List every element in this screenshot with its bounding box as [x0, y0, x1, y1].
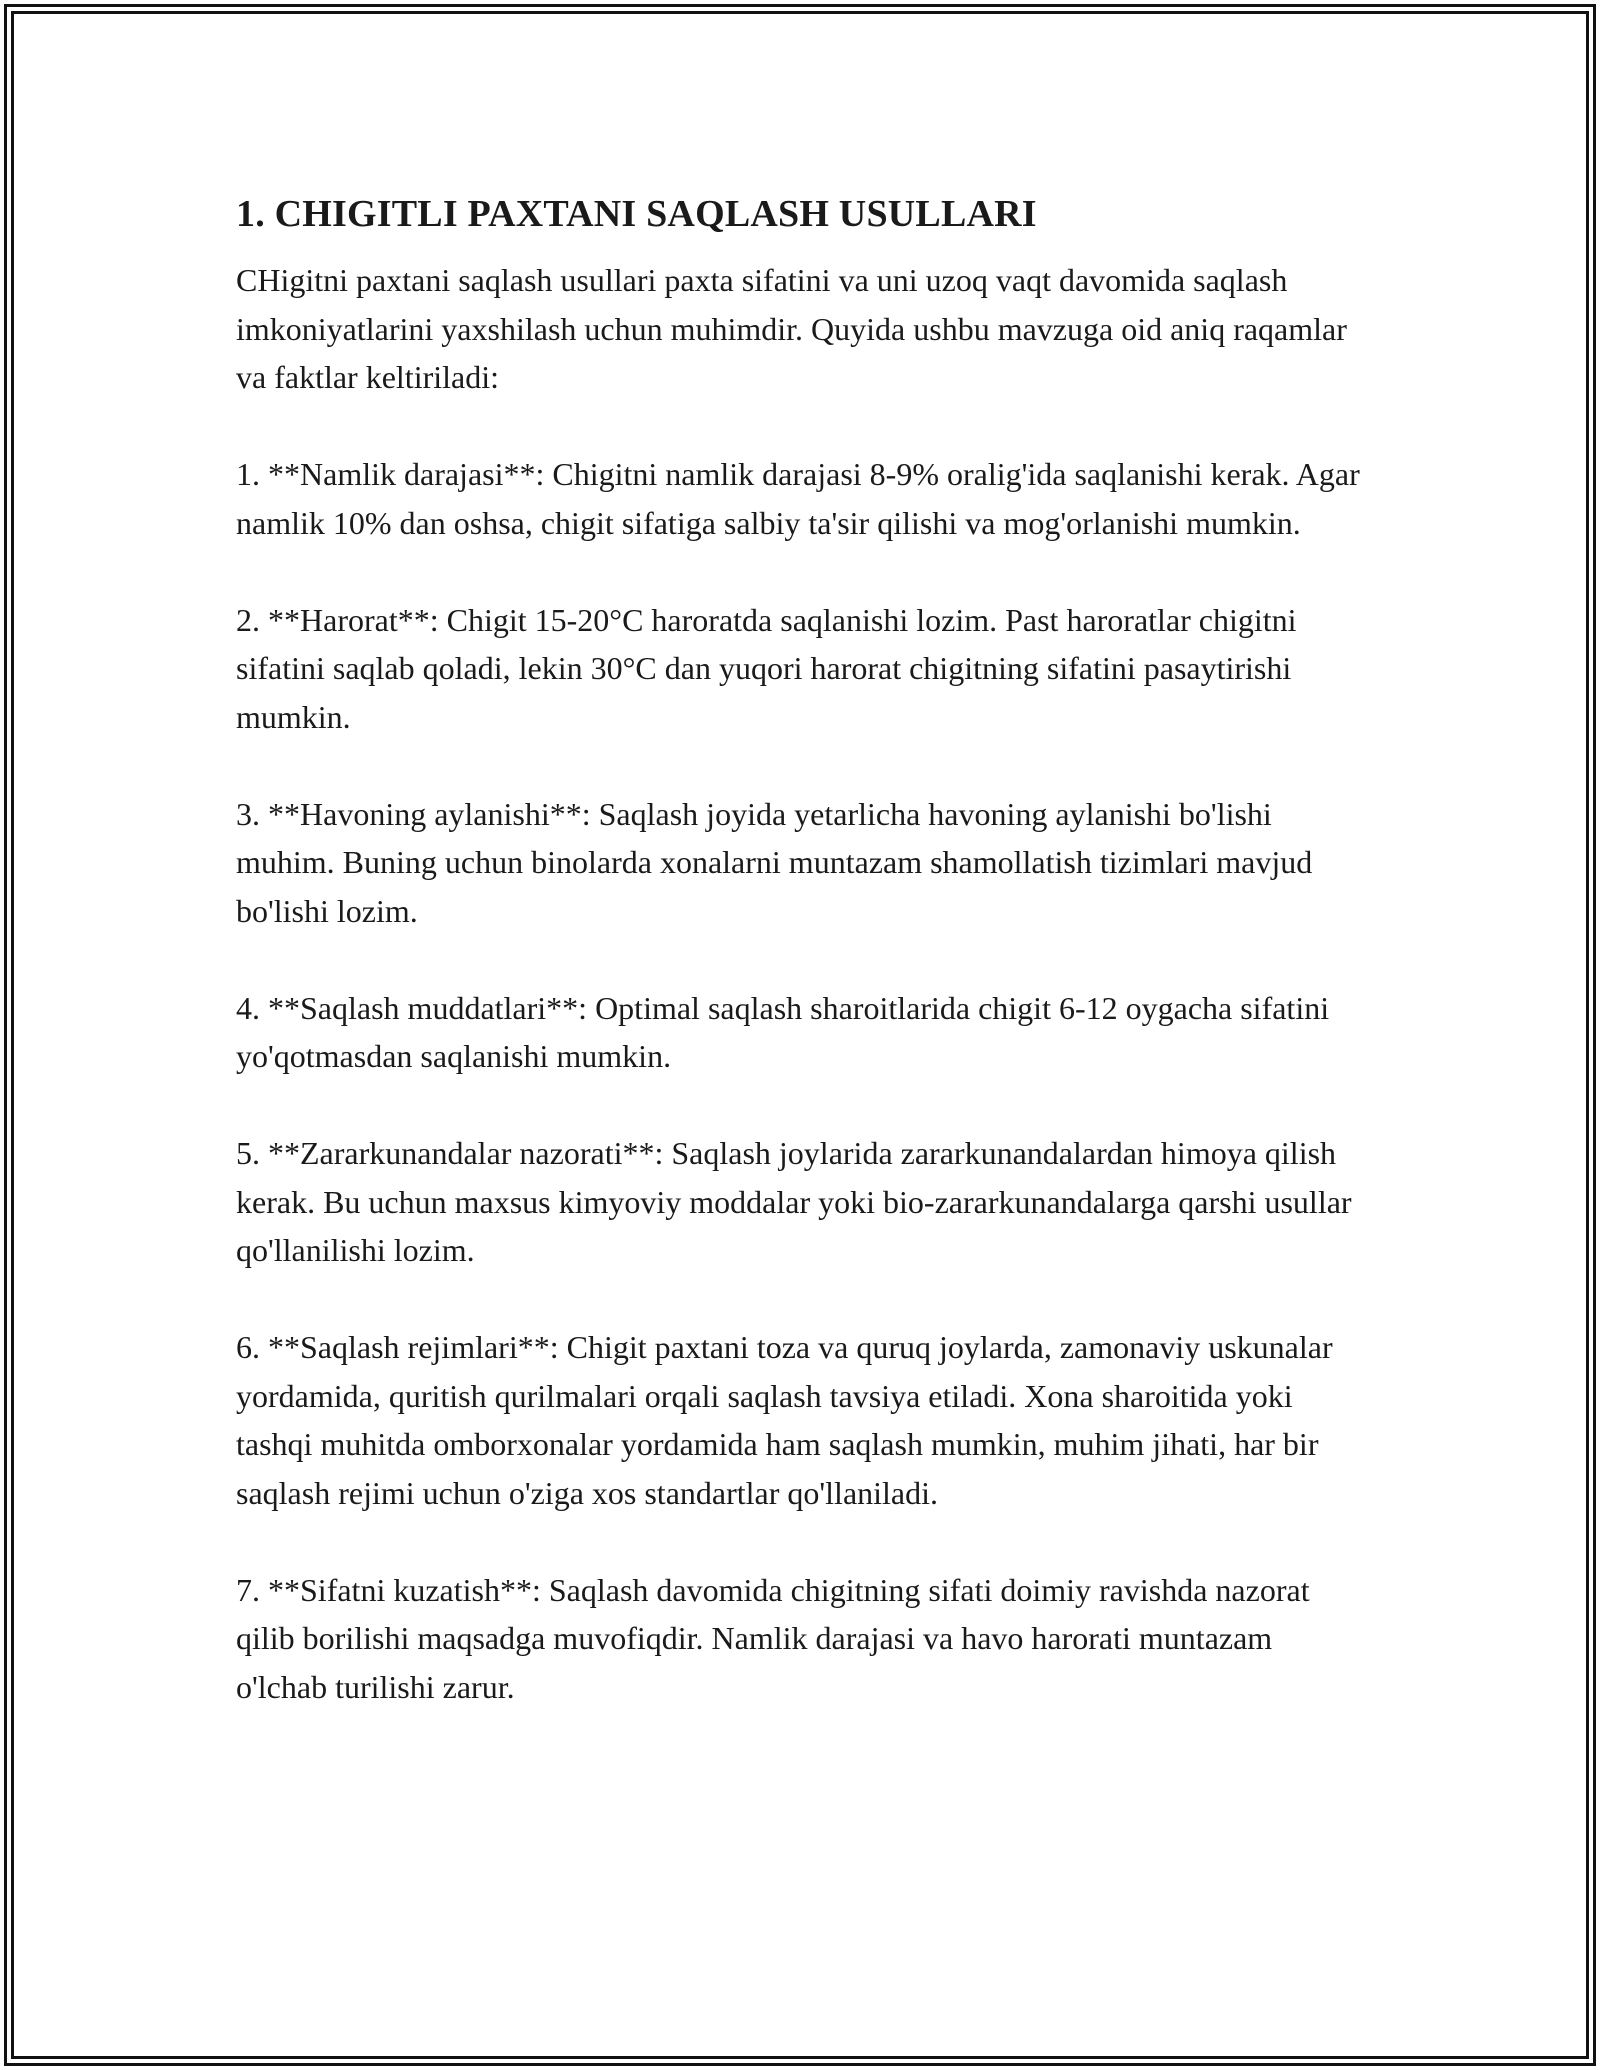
list-item: 1. **Namlik darajasi**: Chigitni namlik darajasi 8-9% oralig'ida saqlanishi kerak. Agar namlik 10% dan oshsa, chigit sifatiga salbiy ta'sir qilishi va mog'orlanishi mumkin. [236, 456, 1360, 541]
facts-list [236, 450, 1366, 1711]
list-item: 7. **Sifatni kuzatish**: Saqlash davomida chigitning sifati doimiy ravishda nazorat qilib borilishi maqsadga muvofiqdir. Namlik darajasi va havo harorati muntazam o'lchab turilishi zarur. [236, 1571, 1310, 1705]
intro-paragraph: CHigitni paxtani saqlash usullari paxta sifatini va uni uzoq vaqt davomida saqlash imkoniyatlarini yaxshilash uchun muhimdir. Quyida ushbu mavzuga oid aniq raqamlar va faktlar keltiriladi: [236, 262, 1347, 395]
document-title: 1. CHIGITLI PAXTANI SAQLASH USULLARI [236, 193, 1037, 235]
document-body [236, 186, 1366, 1711]
list-item: 3. **Havoning aylanishi**: Saqlash joyida yetarlicha havoning aylanishi bo'lishi muhim. Buning uchun binolarda xonalarni muntazam shamollatish tizimlari mavjud bo'lishi lozim. [236, 795, 1313, 929]
list-item: 2. **Harorat**: Chigit 15-20°C haroratda saqlanishi lozim. Past haroratlar chigitni sifatini saqlab qoladi, lekin 30°C dan yuqori harorat chigitning sifatini pasaytirishi mumkin. [236, 601, 1297, 735]
list-item: 5. **Zararkunandalar nazorati**: Saqlash joylarida zararkunandalardan himoya qilish kerak. Bu uchun maxsus kimyoviy moddalar yoki bio-zararkunandalarga qarshi usullar qo'llanilishi lozim. [236, 1135, 1352, 1268]
list-item: 4. **Saqlash muddatlari**: Optimal saqlash sharoitlarida chigit 6-12 oygacha sifatini yo'qotmasdan saqlanishi mumkin. [236, 989, 1330, 1074]
list-item: 6. **Saqlash rejimlari**: Chigit paxtani toza va quruq joylarda, zamonaviy uskunalar yordamida, quritish qurilmalari orqali saqlash tavsiya etiladi. Xona sharoitida yoki tashqi muhitda omborxonalar yordamida ham saqlash mumkin, muhim jihati, har bir saqlash rejimi uchun o'ziga xos standartlar qo'llaniladi. [236, 1329, 1333, 1511]
